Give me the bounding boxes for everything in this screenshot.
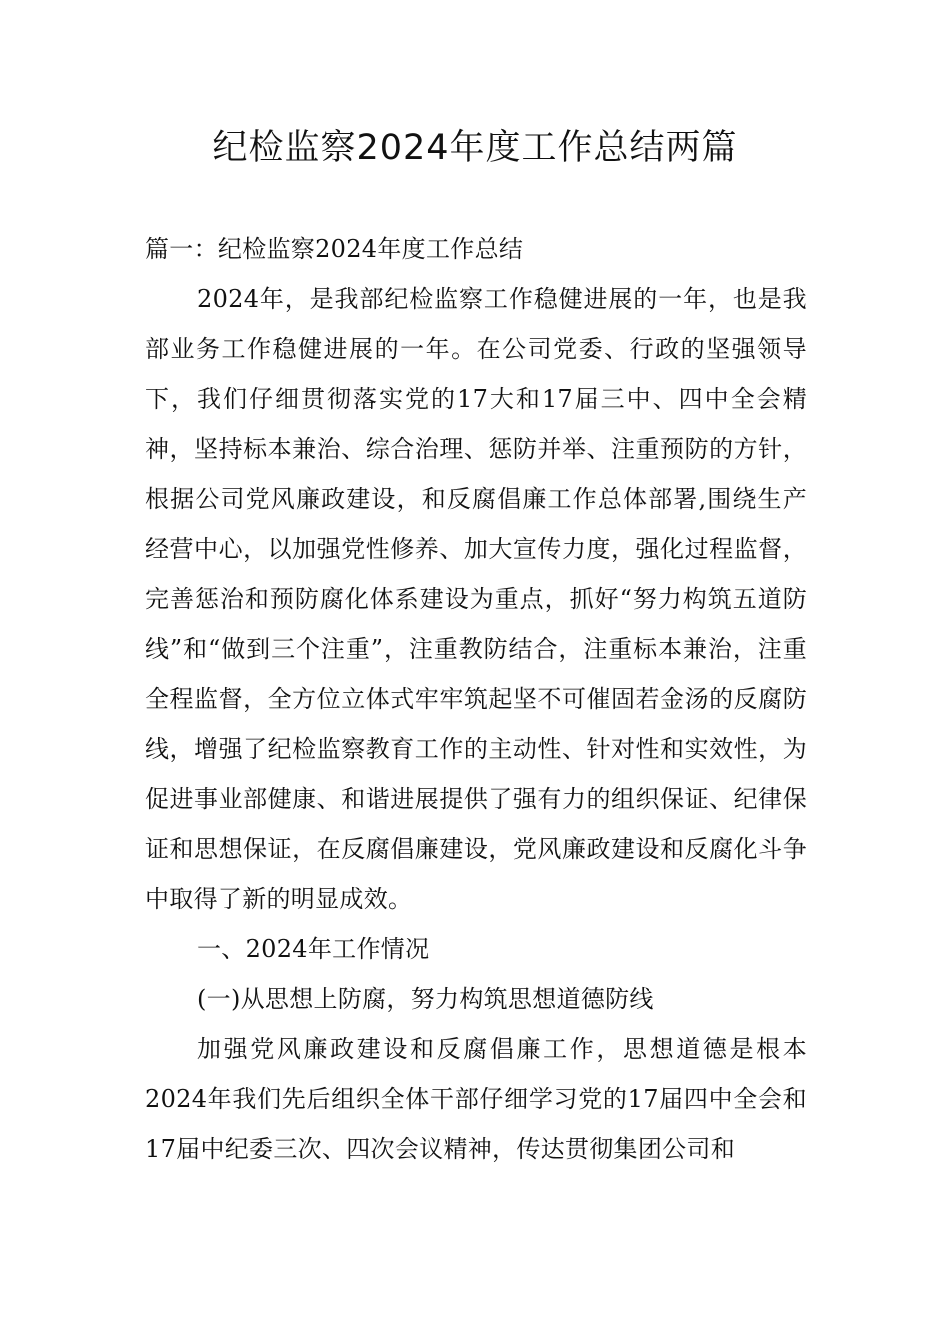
document-title: 纪检监察2024年度工作总结两篇 (212, 128, 738, 168)
subsection-heading-ideology: (一)从思想上防腐，努力构筑思想道德防线 (197, 985, 654, 1013)
body-paragraph-ideology: 加强党风廉政建设和反腐倡廉工作，思想道德是根本2024年我们先后组织全体干部仔细学习党的17届四中全会和17届中纪委三次、四次会议精神，传达贯彻集团公司和 (145, 1035, 807, 1163)
section-heading-part-one: 篇一：纪检监察2024年度工作总结 (145, 235, 524, 263)
section-heading-work-situation: 一、2024年工作情况 (197, 935, 430, 963)
document-body (145, 224, 807, 1174)
intro-paragraph: 2024年，是我部纪检监察工作稳健进展的一年，也是我部业务工作稳健进展的一年。在公司党委、行政的坚强领导下，我们仔细贯彻落实党的17大和17届三中、四中全会精神，坚持标本兼治、综合治理、惩防并举、注重预防的方针，根据公司党风廉政建设，和反腐倡廉工作总体部署,围绕生产经营中心，以加强党性修养、加大宣传力度，强化过程监督，完善惩治和预防腐化体系建设为重点，抓好“努力构筑五道防线”和“做到三个注重”，注重教防结合，注重标本兼治，注重全程监督，全方位立体式牢牢筑起坚不可催固若金汤的反腐防线，增强了纪检监察教育工作的主动性、针对性和实效性，为促进事业部健康、和谐进展提供了强有力的组织保证、纪律保证和思想保证，在反腐倡廉建设，党风廉政建设和反腐化斗争中取得了新的明显成效。 (145, 285, 807, 913)
